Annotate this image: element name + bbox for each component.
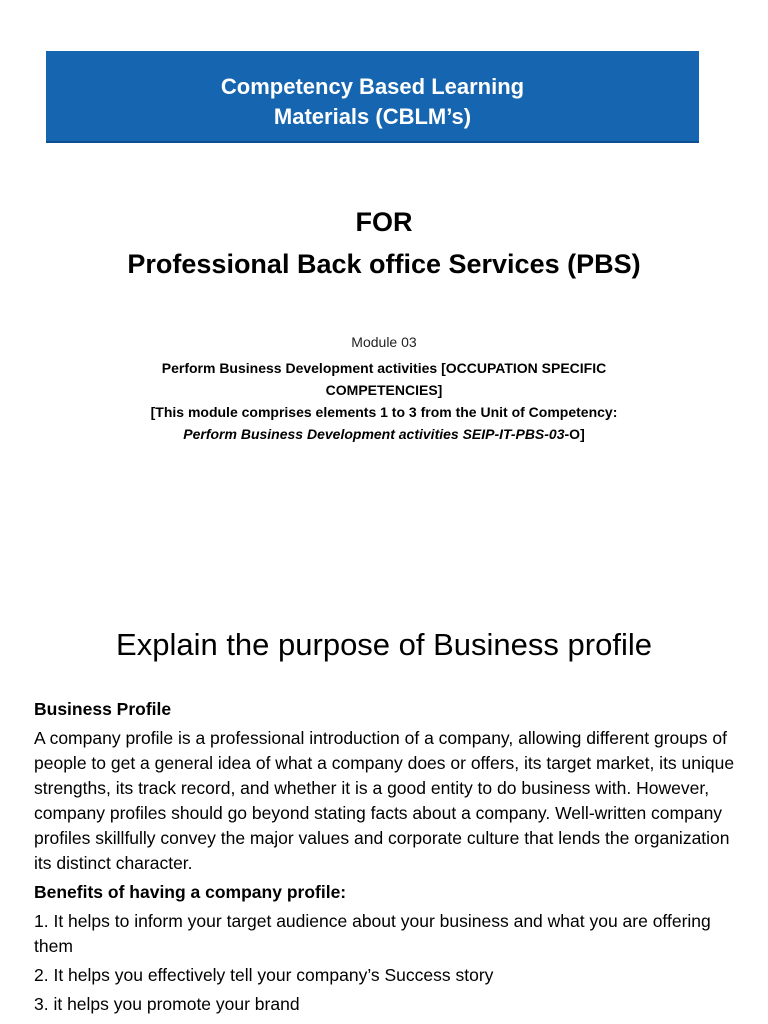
program-title: Professional Back office Services (PBS) xyxy=(127,249,641,279)
module-description: Perform Business Development activities [OCCUPATION SPECIFIC COMPETENCIES] xyxy=(161,360,607,398)
module-number: 03 xyxy=(401,334,417,350)
module-label: Module xyxy=(351,334,398,350)
content-body xyxy=(34,697,739,1021)
section-title: Explain the purpose of Business profile xyxy=(116,627,652,662)
module-description-block xyxy=(128,357,640,445)
module-number-line xyxy=(0,332,768,352)
comprise-suffix: -O] xyxy=(564,426,585,442)
module-comprise-text xyxy=(128,401,640,445)
banner-line-2: Materials (CBLM’s) xyxy=(273,104,472,129)
business-profile-paragraph: A company profile is a professional introduction of a company, allowing different groups of people to get a general idea of what a company does or offers, its target market, its unique strengths, its track record, and whether it is a good entity to do business with. However, company profiles should go beyond stating facts about a company. Well-written company profiles skillfully convey the major values and corporate culture that lends the organization its distinct character. xyxy=(34,728,735,873)
business-profile-heading: Business Profile xyxy=(34,699,172,719)
benefit-item-3: 3. it helps you promote your brand xyxy=(34,994,300,1014)
benefits-heading: Benefits of having a company profile: xyxy=(34,882,347,902)
for-label: FOR xyxy=(355,207,413,237)
comprise-prefix: [This module comprises elements 1 to 3 from the Unit of Competency: xyxy=(150,404,618,420)
title-banner xyxy=(46,51,699,143)
benefit-item-1: 1. It helps to inform your target audience about your business and what you are offering them xyxy=(34,911,711,956)
benefit-item-2: 2. It helps you effectively tell your company’s Success story xyxy=(34,965,494,985)
comprise-unit-name: Perform Business Development activities SEIP-IT-PBS-03 xyxy=(183,426,565,442)
banner-line-1: Competency Based Learning xyxy=(220,74,525,99)
